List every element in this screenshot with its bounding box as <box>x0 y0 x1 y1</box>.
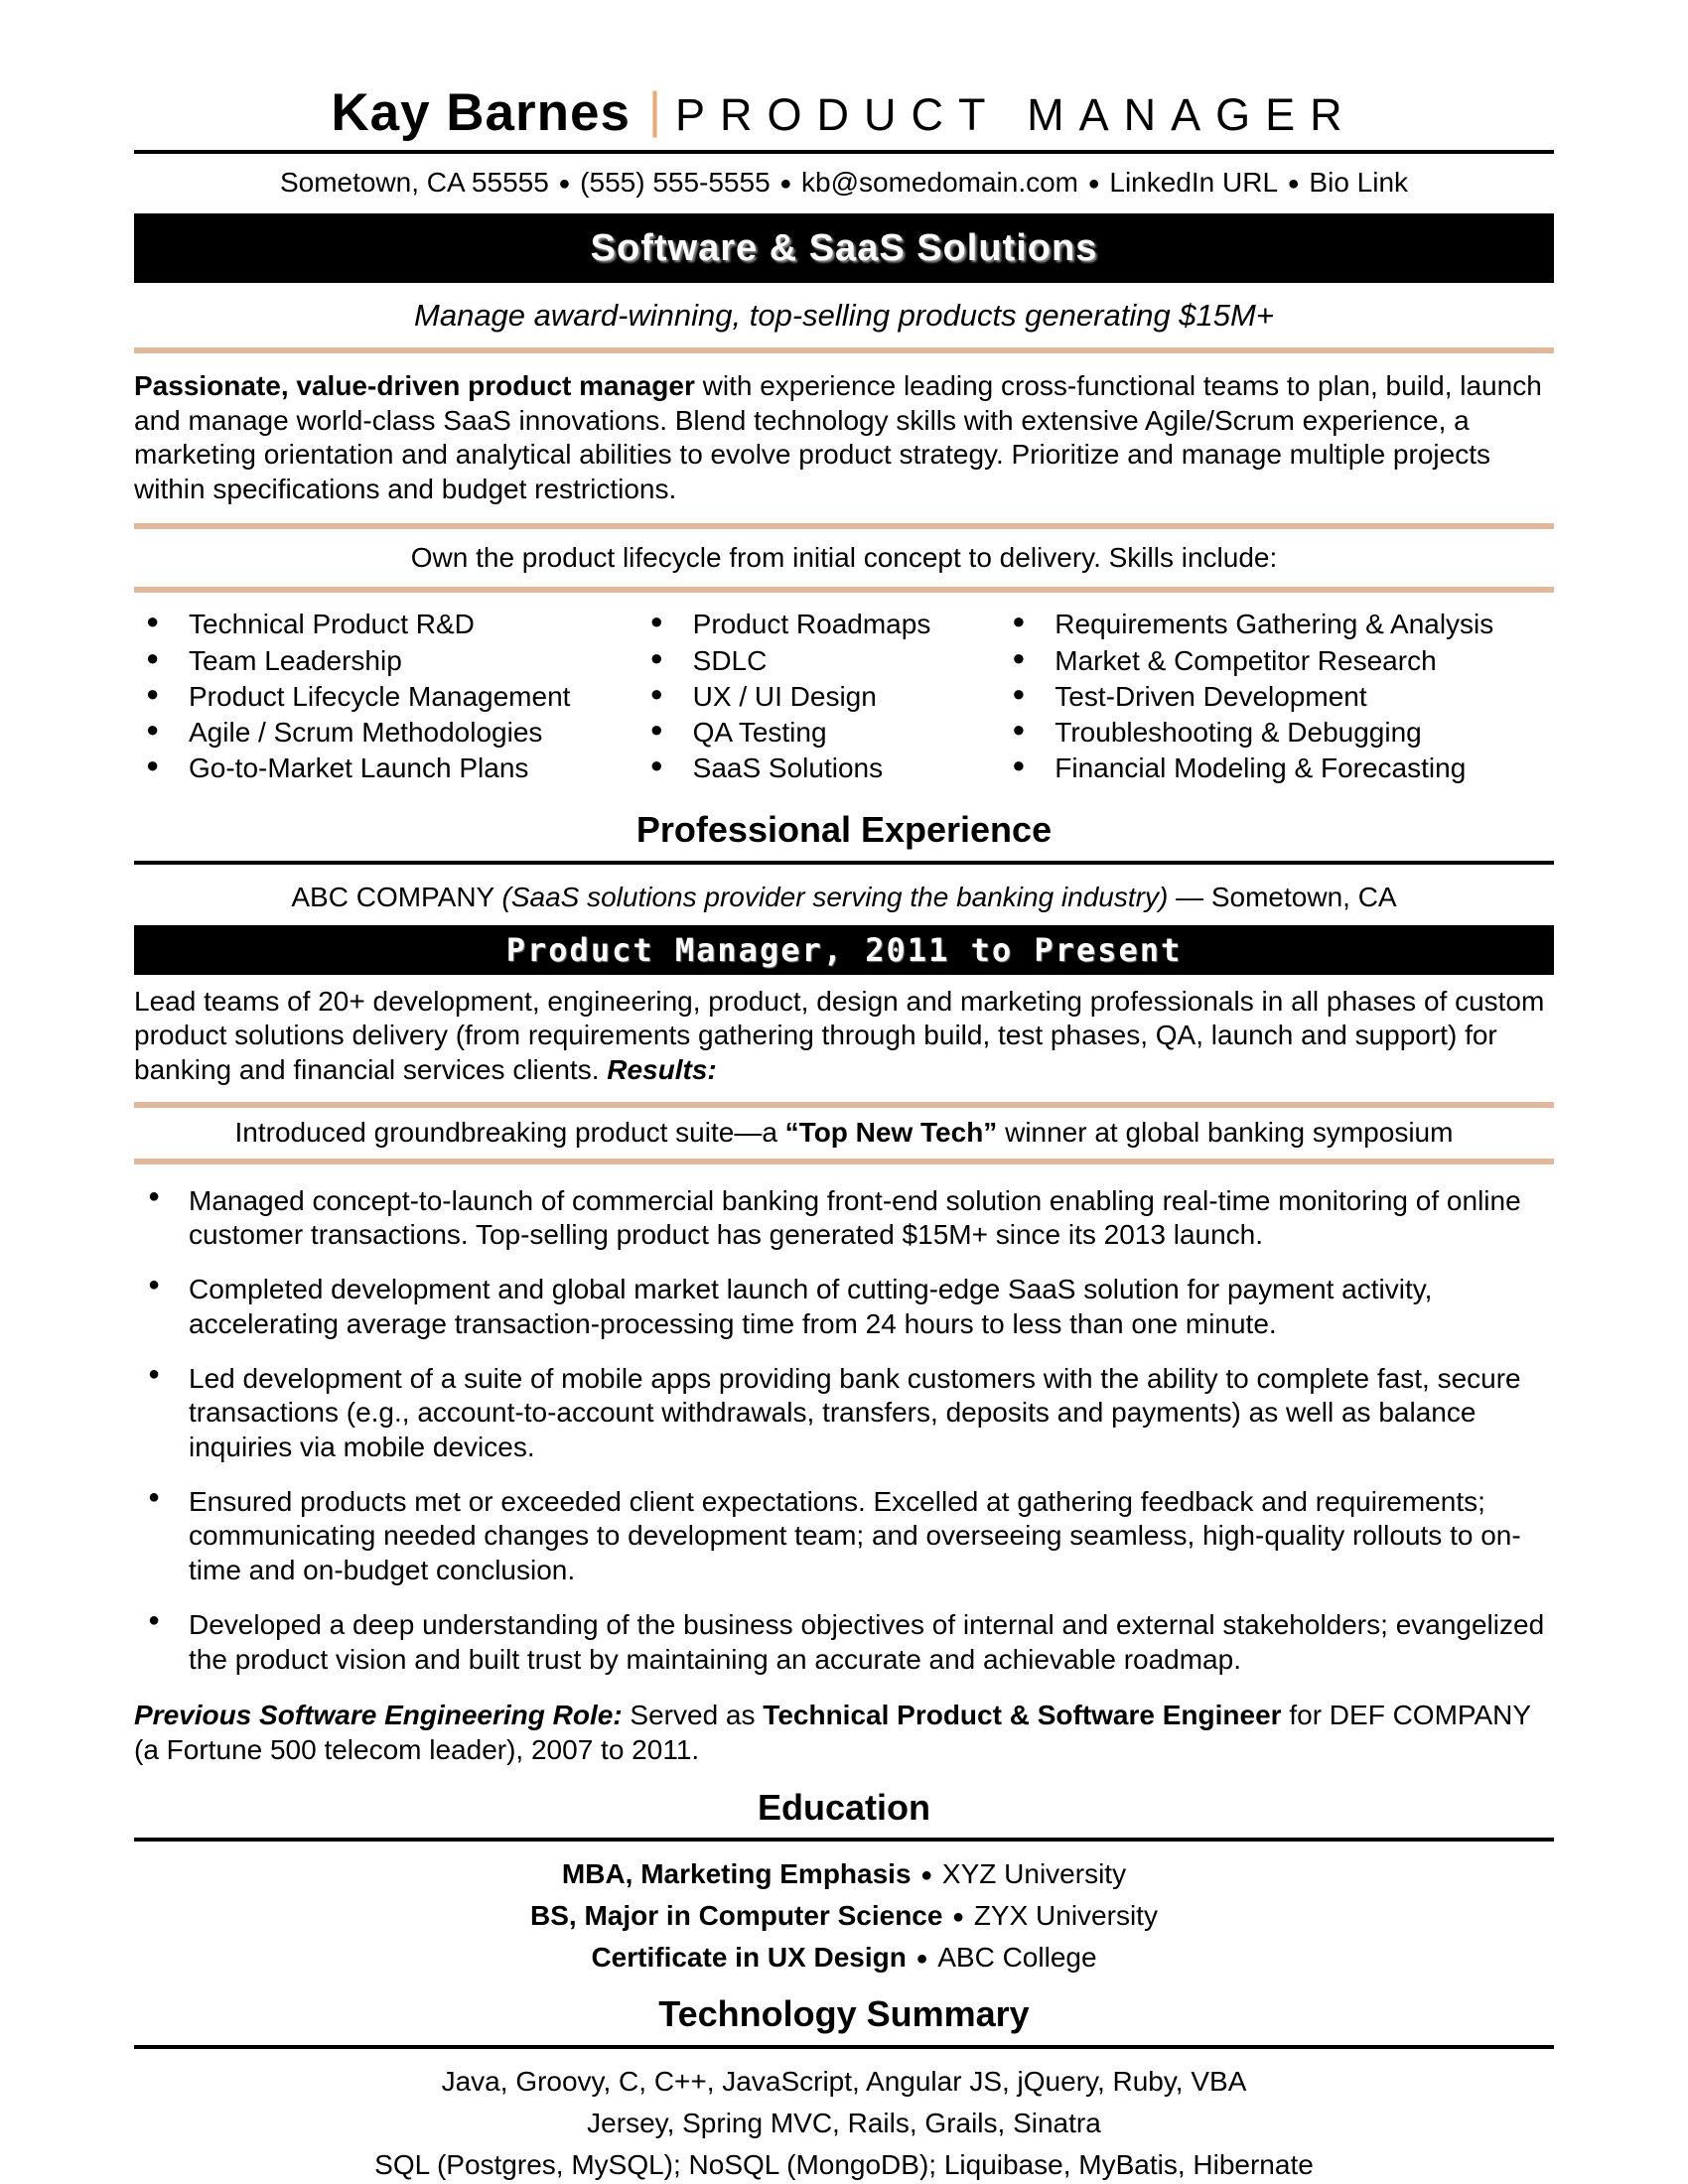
contact-separator: ● <box>552 172 577 195</box>
skill-item: ● UX / UI Design <box>638 681 1001 713</box>
experience-heading: Professional Experience <box>635 809 1053 851</box>
contact-item: kb@somedomain.com <box>801 166 1079 198</box>
skill-item: ● Team Leadership <box>134 645 638 677</box>
skills-column <box>638 609 1001 788</box>
skill-item: ● Technical Product R&D <box>134 609 638 640</box>
tan-divider <box>134 1159 1554 1164</box>
contact-separator: ● <box>1282 172 1306 195</box>
education-degree: BS, Major in Computer Science <box>530 1900 943 1932</box>
skill-item: ● Product Roadmaps <box>638 609 1001 640</box>
education-separator: ● <box>910 1947 934 1970</box>
experience-bullet: ● Developed a deep understanding of the business objectives of internal and external stakeholders; evangelized the product vision and built trust by maintaining an accurate and achievable roadmap. <box>134 1608 1554 1677</box>
skills-intro: Own the product lifecycle from initial concept to delivery. Skills include: <box>410 541 1278 573</box>
education-separator: ● <box>946 1906 970 1929</box>
summary-lead: Passionate, value-driven product manager <box>134 369 695 401</box>
skill-item: ● Requirements Gathering & Analysis <box>1000 609 1554 640</box>
skill-item: ● Troubleshooting & Debugging <box>1000 717 1554 749</box>
technology-line: Jersey, Spring MVC, Rails, Grails, Sinatra <box>587 2107 1101 2138</box>
skills-column <box>1000 609 1554 788</box>
technology-list <box>134 2065 1554 2182</box>
highlight-post: winner at global banking symposium <box>997 1116 1454 1148</box>
role-summary-text: Lead teams of 20+ development, engineering, product, design and marketing professionals in all phases of custom product solutions delivery (from requirements gathering through build, test phases, QA, launch and support) for banking and financial services clients. <box>134 985 1545 1086</box>
skill-item: ● SaaS Solutions <box>638 752 1001 784</box>
skill-item: ● Product Lifecycle Management <box>134 681 638 713</box>
education-degree: MBA, Marketing Emphasis <box>561 1858 912 1890</box>
role-summary-results-label: Results: <box>607 1054 717 1086</box>
tagline: Manage award-winning, top-selling products generating $15M+ <box>414 298 1274 334</box>
technology-heading: Technology Summary <box>658 1993 1030 2035</box>
header-divider <box>134 150 1554 154</box>
education-heading: Education <box>757 1786 930 1828</box>
summary-rest: with experience leading cross-functional teams to plan, build, launch and manage world-class SaaS innovations. Blend technology skills with extensive Agile/Scrum experience, a marketing orientation and analytical abilities to evolve product strategy. Prioritize and manage multiple projects within specifications and budget restrictions. <box>134 369 1542 505</box>
contact-item: LinkedIn URL <box>1109 166 1279 198</box>
skill-item: ● Market & Competitor Research <box>1000 645 1554 677</box>
heading-divider <box>134 861 1554 865</box>
company-location: — Sometown, CA <box>1168 882 1397 913</box>
role-banner: Product Manager, 2011 to Present <box>134 925 1554 975</box>
summary-paragraph <box>134 369 1554 507</box>
education-school: ZYX University <box>973 1900 1158 1932</box>
contact-item: Sometown, CA 55555 <box>279 166 549 198</box>
previous-role-paragraph <box>134 1699 1554 1767</box>
experience-bullet: ● Managed concept-to-launch of commercial banking front-end solution enabling real-time monitoring of online customer transactions. Top-selling product has generated $15M+ since its 2013 launch. <box>134 1184 1554 1253</box>
contact-item: Bio Link <box>1309 166 1409 198</box>
highlight-pre: Introduced groundbreaking product suite—a <box>234 1116 785 1148</box>
education-item <box>134 1941 1554 1976</box>
education-school: XYZ University <box>941 1858 1127 1890</box>
education-list <box>134 1857 1554 1975</box>
company-name: ABC COMPANY <box>291 882 502 913</box>
skill-item: ● Test-Driven Development <box>1000 681 1554 713</box>
experience-bullet: ● Led development of a suite of mobile apps providing bank customers with the ability to complete fast, secure transactions (e.g., account-to-account withdrawals, transfers, deposits and payments) as well as balance inquiries via mobile devices. <box>134 1362 1554 1465</box>
previous-role-title: Technical Product & Software Engineer <box>763 1700 1282 1731</box>
education-separator: ● <box>914 1864 938 1887</box>
skill-item: ● Agile / Scrum Methodologies <box>134 717 638 749</box>
contact-item: (555) 555-5555 <box>580 166 771 198</box>
previous-role-tail: for DEF COMPANY (a Fortune 500 telecom leader), 2007 to 2011. <box>134 1700 1531 1765</box>
person-job-title: PRODUCT MANAGER <box>674 89 1357 140</box>
specialty-banner: Software & SaaS Solutions <box>134 213 1554 283</box>
skill-item: ● SDLC <box>638 645 1001 677</box>
skill-item: ● Financial Modeling & Forecasting <box>1000 752 1554 784</box>
previous-role-mid: Served as <box>622 1700 764 1731</box>
person-name: Kay Barnes <box>331 83 631 142</box>
contact-line <box>134 166 1554 201</box>
skills-columns <box>134 609 1554 788</box>
education-degree: Certificate in UX Design <box>591 1941 907 1973</box>
company-description: (SaaS solutions provider serving the banking industry) <box>501 882 1169 913</box>
header-name-line <box>134 79 1554 146</box>
technology-line: SQL (Postgres, MySQL); NoSQL (MongoDB); Liquibase, MyBatis, Hibernate <box>374 2148 1314 2180</box>
education-item <box>134 1899 1554 1934</box>
experience-bullets <box>134 1184 1554 1678</box>
education-school: ABC College <box>937 1941 1097 1973</box>
skills-column <box>134 609 638 788</box>
technology-line: Java, Groovy, C, C++, JavaScript, Angular JS, jQuery, Ruby, VBA <box>441 2066 1247 2098</box>
name-title-separator: | <box>647 82 661 138</box>
education-item <box>134 1857 1554 1892</box>
experience-bullet: ● Ensured products met or exceeded client expectations. Excelled at gathering feedback and requirements; communicating needed changes to development team; and overseeing seamless, high-quality rollouts to on-time and on-budget conclusion. <box>134 1485 1554 1588</box>
tan-divider <box>134 1102 1554 1108</box>
tan-divider <box>134 347 1554 353</box>
previous-role-label: Previous Software Engineering Role: <box>134 1700 623 1731</box>
tan-divider <box>134 523 1554 529</box>
highlight-award: “Top New Tech” <box>784 1116 998 1148</box>
tan-divider <box>134 587 1554 593</box>
role-summary <box>134 985 1554 1088</box>
skill-item: ● Go-to-Market Launch Plans <box>134 752 638 784</box>
contact-separator: ● <box>1082 172 1106 195</box>
heading-divider <box>134 1838 1554 1842</box>
company-line <box>134 881 1554 915</box>
skill-item: ● QA Testing <box>638 717 1001 749</box>
experience-bullet: ● Completed development and global market launch of cutting-edge SaaS solution for payment activity, accelerating average transaction-processing time from 24 hours to less than one minute. <box>134 1273 1554 1341</box>
heading-divider <box>134 2045 1554 2049</box>
contact-separator: ● <box>774 172 798 195</box>
achievement-highlight <box>134 1116 1554 1151</box>
